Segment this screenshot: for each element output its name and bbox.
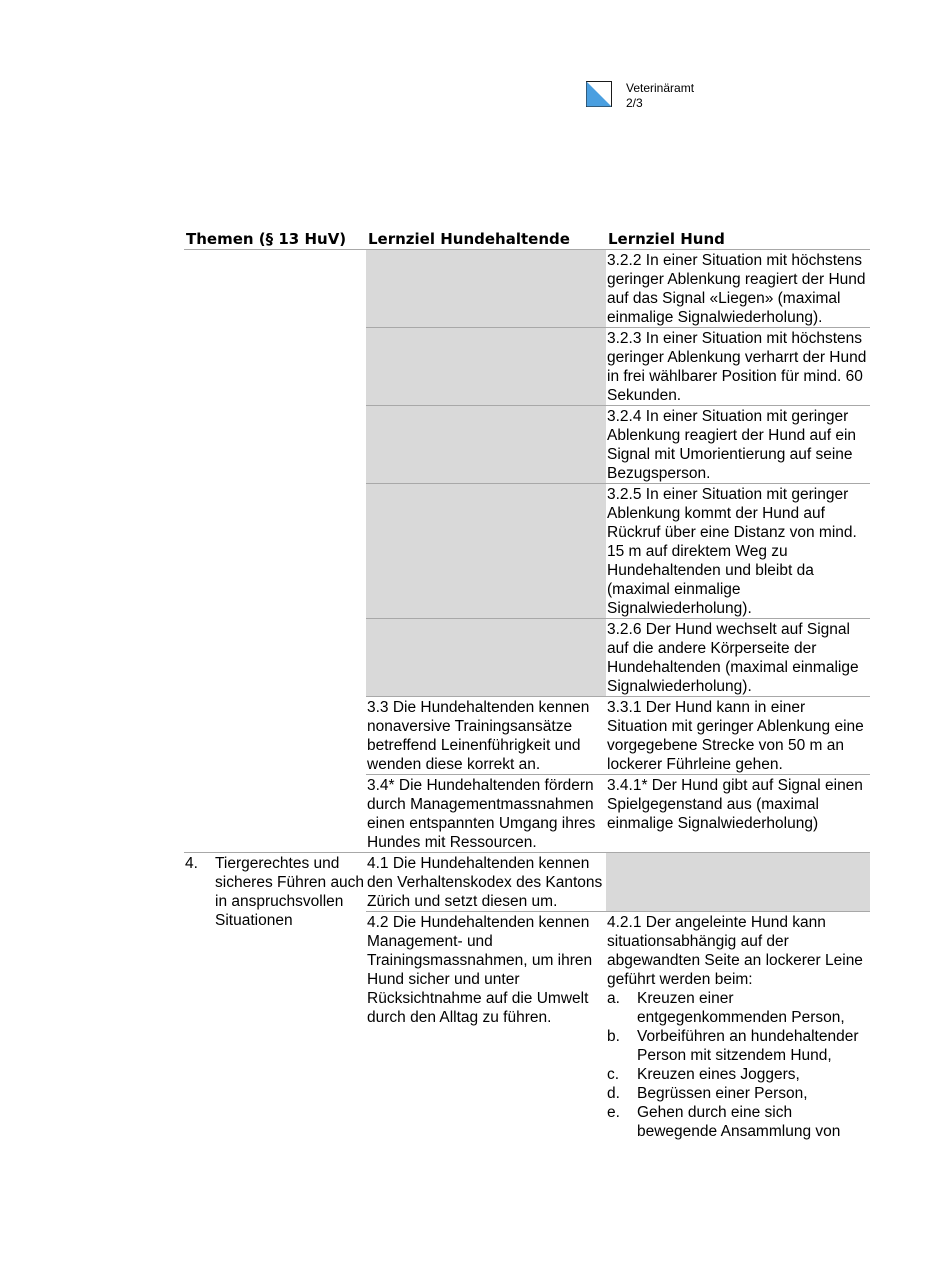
table-row [184,484,870,619]
goal-owner-4-1: 4.1 Die Hundehaltenden kennen den Verhaltenskodex des Kantons Zürich und setzt diesen um. [366,853,606,912]
goal-dog-3-2-3: 3.2.3 In einer Situation mit höchstens geringer Ablenkung verharrt der Hund in frei wählbarer Position für mind. 60 Sekunden. [606,328,870,406]
table-row [184,619,870,697]
empty-grey-cell [366,484,606,619]
office-name: Veterinäramt [626,81,695,95]
learning-goals-table [184,228,870,1141]
topic-number: 4. [185,855,198,872]
table-row [184,328,870,406]
topic-title: Tiergerechtes und sicheres Führen auch in anspruchsvollen Situationen [215,855,365,929]
goal-owner-3-4: 3.4* Die Hundehaltenden fördern durch Managementmassnahmen einen entspannten Umgang ihres Hundes mit Ressourcen. [366,775,606,853]
canton-logo [586,81,612,107]
list-item: b. Vorbeiführen an hundehaltender Person mit sitzendem Hund, [607,1028,859,1064]
empty-grey-cell [366,406,606,484]
goal-dog-3-2-6: 3.2.6 Der Hund wechselt auf Signal auf die andere Körperseite der Hundehaltenden (maximal einmalige Signalwiederholung). [606,619,870,697]
list-item: a. Kreuzen einer entgegenkommenden Person, [607,990,845,1026]
page-number: 2/3 [626,96,643,110]
list-item: e. Gehen durch eine sich bewegende Ansammlung von [607,1104,841,1140]
goal-dog-3-4-1: 3.4.1* Der Hund gibt auf Signal einen Spielgegenstand aus (maximal einmalige Signalwiederholung) [606,775,870,853]
goal-dog-3-2-2: 3.2.2 In einer Situation mit höchstens geringer Ablenkung reagiert der Hund auf das Signal «Liegen» (maximal einmalige Signalwiederholung). [606,250,870,328]
goal-owner-4-2: 4.2 Die Hundehaltenden kennen Management- und Trainingsmassnahmen, um ihren Hund sicher und unter Rücksichtnahme auf die Umwelt durch den Alltag zu führen. [367,914,593,1026]
goal-dog-3-2-4: 3.2.4 In einer Situation mit geringer Ablenkung reagiert der Hund auf ein Signal mit Umorientierung auf seine Bezugsperson. [606,406,870,484]
situation-list [607,989,869,1141]
goal-dog-3-3-1: 3.3.1 Der Hund kann in einer Situation mit geringer Ablenkung eine vorgegebene Strecke von 50 m an lockerer Führleine gehen. [606,697,870,775]
list-item: d. Begrüssen einer Person, [607,1085,808,1102]
topic-4 [184,853,366,1142]
header-lernziel-hund: Lernziel Hund [606,228,870,250]
table-row [184,250,870,328]
empty-grey-cell [366,619,606,697]
empty-grey-cell [366,250,606,328]
header-themen: Themen (§ 13 HuV) [184,228,366,250]
goal-dog-4-2-1 [606,912,870,1142]
table-header-row [184,228,870,250]
empty-grey-cell [366,328,606,406]
table-row [184,406,870,484]
header-lernziel-hundehaltende: Lernziel Hundehaltende [366,228,606,250]
goal-dog-3-2-5: 3.2.5 In einer Situation mit geringer Ablenkung kommt der Hund auf Rückruf über eine Distanz von mind. 15 m auf direktem Weg zu Hundehaltenden und bleibt da (maximal einmalige Signalwiederholung). [606,484,870,619]
table-row [184,775,870,853]
empty-grey-cell [606,853,870,912]
goal-dog-4-2-1-intro: 4.2.1 Der angeleinte Hund kann situationsabhängig auf der abgewandten Seite an lockerer Leine geführt werden beim: [607,914,863,988]
table-row [184,853,870,912]
goal-owner-3-3: 3.3 Die Hundehaltenden kennen nonaversive Trainingsansätze betreffend Leinenführigkeit und wenden diese korrekt an. [366,697,606,775]
table-row [184,697,870,775]
list-item: c. Kreuzen eines Joggers, [607,1066,800,1083]
